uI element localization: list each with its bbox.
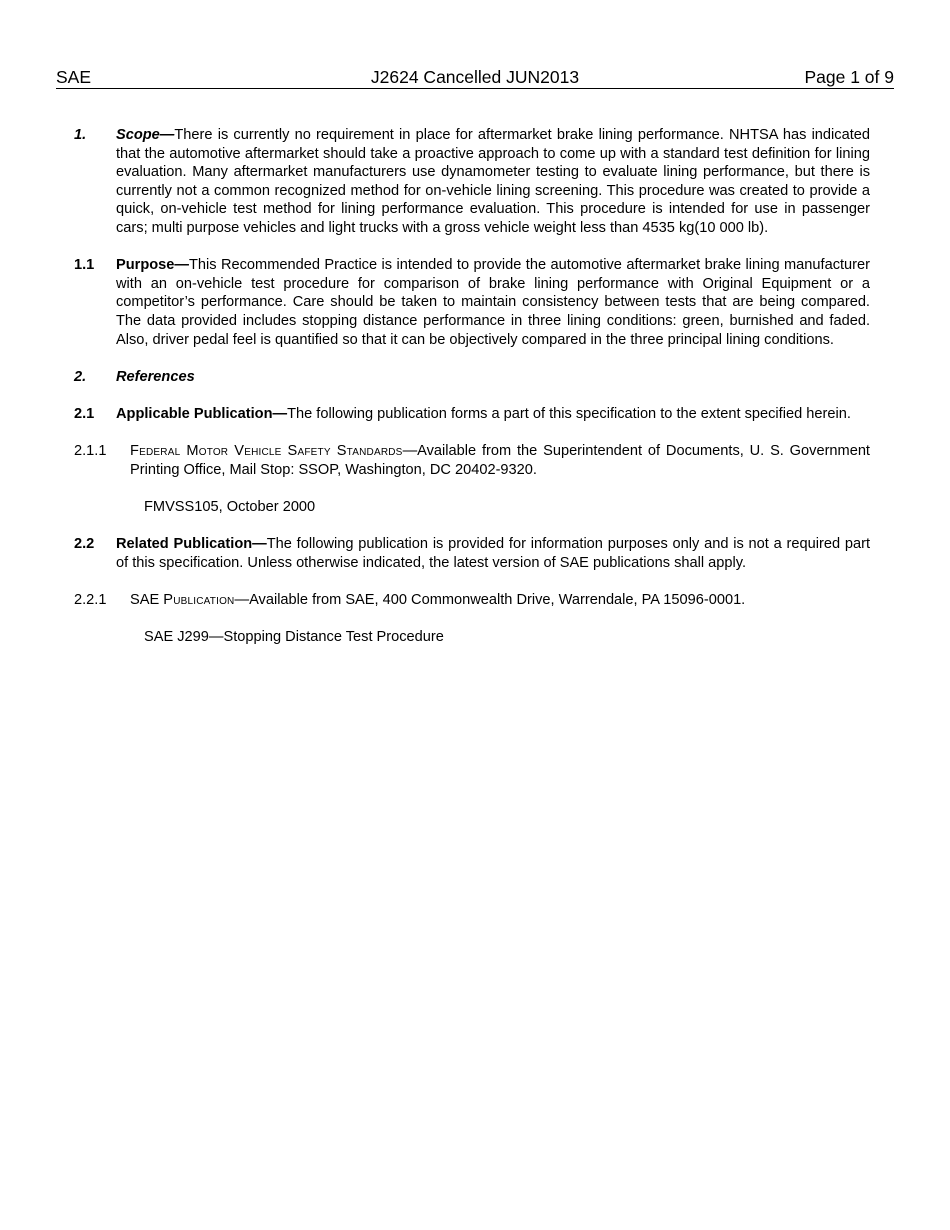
header-document-id: J2624 Cancelled JUN2013: [370, 67, 580, 87]
section-sae-publication: [74, 591, 870, 610]
section-body: [116, 256, 870, 349]
section-title: Publication: [163, 591, 235, 608]
section-body: [116, 368, 870, 387]
section-scope: [74, 126, 870, 238]
section-fmvss: [74, 442, 870, 479]
section-text: This Recommended Practice is intended to provide the automotive aftermarket brake lining manufacturer with an on-vehicle test procedure for comparison of brake lining performance with Original Equipment or a competitor’s performance. Care should be taken to maintain consistency between tests that are being compared. The data provided includes stopping distance performance in three lining conditions: green, burnished and faded. Also, driver pedal feel is quantified so that it can be objectively compared in the three principal lining conditions.: [116, 257, 870, 348]
section-body: [130, 591, 870, 610]
section-body: [130, 442, 870, 479]
section-number: 2.1: [74, 405, 95, 422]
section-related-publication: [74, 535, 870, 572]
section-number: 2.2.1: [74, 591, 107, 608]
document-body: [74, 126, 870, 665]
section-title-prefix: SAE: [130, 591, 164, 608]
page-header: [56, 66, 894, 89]
section-number: 2.1.1: [74, 443, 107, 460]
section-title: Federal Motor Vehicle Safety Standards: [130, 443, 403, 460]
section-title: References: [116, 368, 195, 385]
section-body: [116, 126, 870, 238]
section-number: 2.: [74, 368, 87, 385]
section-text: —Available from the Superintendent of Documents, U. S. Government Printing Office, Mail Stop: SSOP, Washington, DC 20402-9320.: [130, 443, 870, 478]
reference-sae-j299: SAE J299—Stopping Distance Test Procedure: [144, 629, 444, 646]
section-text: The following publication forms a part of this specification to the extent specified herein.: [287, 405, 851, 422]
section-text: There is currently no requirement in place for aftermarket brake lining performance. NHTSA has indicated that the automotive aftermarket should take a proactive approach to come up with a standard test definition for lining evaluation. Many aftermarket manufacturers use dynamometer testing to evaluate lining performance, but there is currently not a common recognized method for on-vehicle lining screening. This procedure was created to provide a quick, on-vehicle test method for lining performance evaluation. This procedure is intended for use in passenger cars; multi purpose vehicles and light trucks with a gross vehicle weight less than 4535 kg(10 000 lb).: [116, 127, 870, 236]
section-title: Purpose—: [116, 257, 189, 274]
section-number: 1.: [74, 127, 87, 143]
section-title: Applicable Publication—: [116, 405, 288, 422]
section-body: [116, 405, 870, 424]
section-references: [74, 368, 870, 387]
reference-fmvss105: FMVSS105, October 2000: [144, 498, 316, 515]
section-purpose: [74, 256, 870, 349]
section-body: [116, 535, 870, 572]
section-text: —Available from SAE, 400 Commonwealth Drive, Warrendale, PA 15096-0001.: [234, 591, 746, 608]
section-number: 2.2: [74, 536, 95, 553]
section-applicable-publication: [74, 405, 870, 424]
section-number: 1.1: [74, 257, 95, 274]
section-text: The following publication is provided for information purposes only and is not a required part of this specification. Unless otherwise indicated, the latest version of SAE publications shall apply.: [116, 536, 870, 571]
header-page-number: Page 1 of 9: [804, 67, 894, 87]
section-title: Scope—: [116, 127, 175, 143]
section-title: Related Publication—: [116, 536, 267, 553]
header-organization: SAE: [56, 67, 92, 87]
